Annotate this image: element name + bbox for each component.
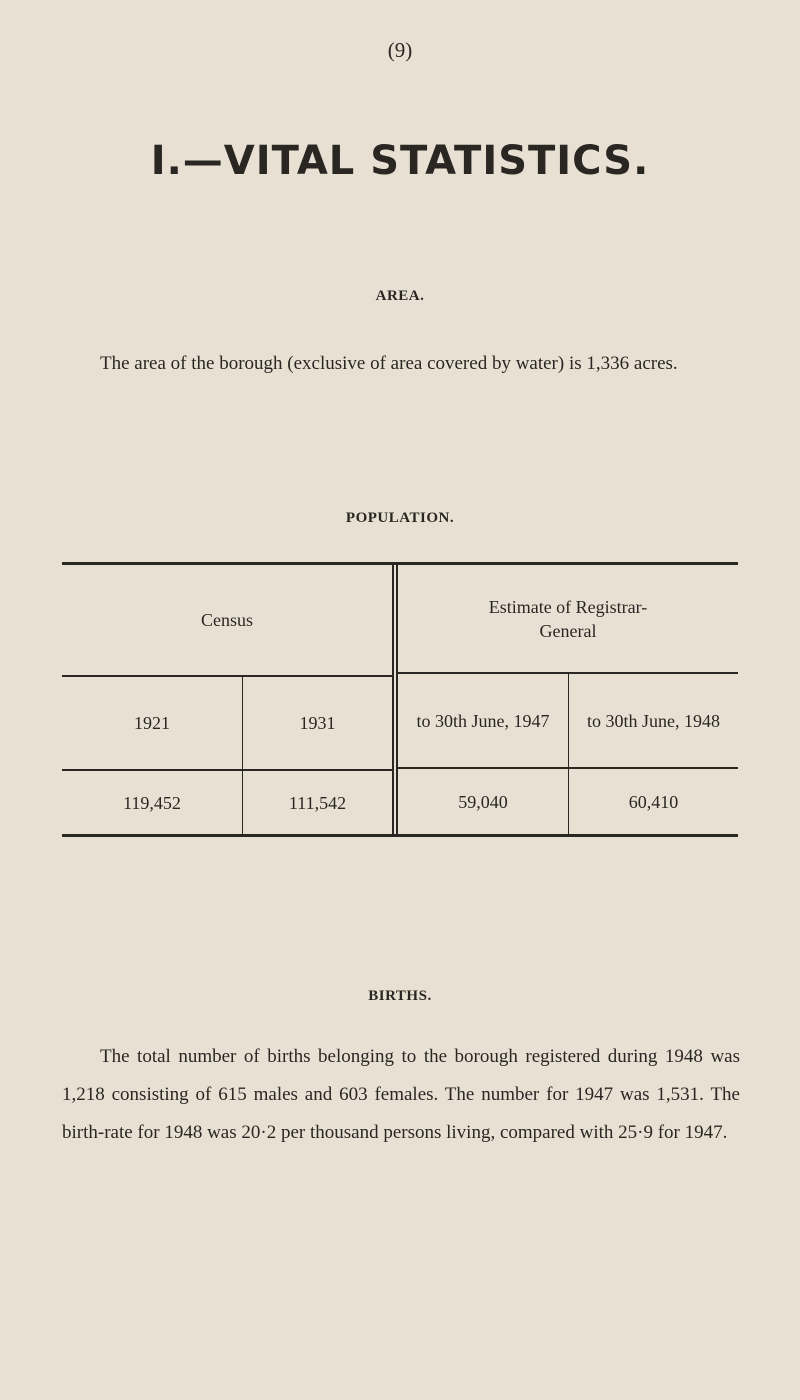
census-group-header: Census xyxy=(200,610,253,630)
table-bottom-rule xyxy=(62,834,738,837)
area-heading: AREA. xyxy=(375,288,425,304)
column-header-1947: to 30th June, 1947 xyxy=(416,710,550,731)
column-header-1921: 1921 xyxy=(134,713,170,733)
population-table xyxy=(62,562,738,840)
column-header-1948: to 30th June, 1948 xyxy=(587,710,720,731)
value-1921: 119,452 xyxy=(123,792,181,813)
estimate-group-header: Estimate of Registrar-General xyxy=(488,596,648,641)
page-title: I.—VITAL STATISTICS. xyxy=(150,138,650,184)
value-1931: 111,542 xyxy=(288,792,347,813)
value-1948: 60,410 xyxy=(628,791,679,812)
births-paragraph: The total number of births belonging to the borough registered during 1948 was 1,218 consisting of 615 males and 603 females. The number for 1947 was 1,531. The birth-rate for 1948 was 20·2 per thousand persons living, compared with 25·9 for 1947. xyxy=(62,1046,740,1143)
page-number: (9) xyxy=(387,38,413,62)
value-1947: 59,040 xyxy=(458,791,508,812)
population-heading: POPULATION. xyxy=(345,510,455,526)
column-header-1931: 1931 xyxy=(299,713,336,733)
group-divider xyxy=(392,565,394,834)
area-paragraph: The area of the borough (exclusive of area covered by water) is 1,336 acres. xyxy=(100,353,678,374)
births-heading: BIRTHS. xyxy=(368,988,432,1004)
